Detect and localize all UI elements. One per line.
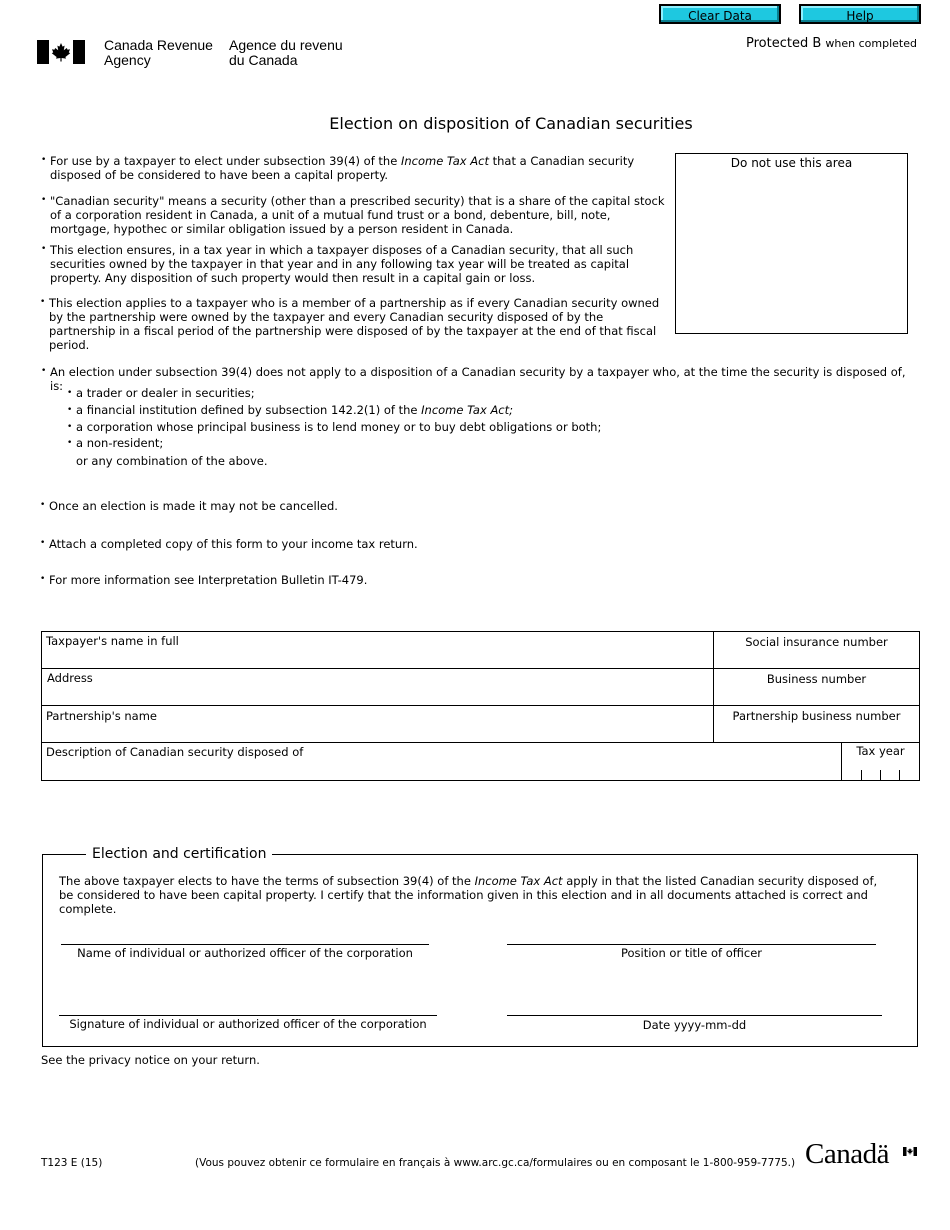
partnership-bn-label: Partnership business number	[732, 709, 901, 723]
address-label: Address	[47, 671, 93, 685]
agency-name-en: Canada Revenue Agency	[104, 37, 213, 68]
sub-bullet-tail: or any combination of the above.	[76, 454, 268, 468]
wordmark-flag-icon	[903, 1141, 917, 1150]
name-signature-line[interactable]	[61, 944, 429, 945]
clear-data-button[interactable]: Clear Data	[659, 4, 781, 24]
canada-wordmark	[805, 1138, 917, 1170]
canada-wordmark-text: Canadä	[805, 1138, 889, 1170]
business-number-input[interactable]	[722, 688, 912, 704]
identification-table	[41, 631, 920, 781]
sin-label: Social insurance number	[745, 635, 888, 649]
certification-statement: The above taxpayer elects to have the terms of subsection 39(4) of the Income Tax Act apply in that the listed Canadian security disposed of, be considered to have been capital property. I certify that the information given in this election and in all documents attached is correct and complete.	[59, 874, 878, 916]
taxpayer-name-cell	[41, 631, 714, 669]
bullet-4: • This election applies to a taxpayer who is a member of a partnership as if every Canadian security owned by the partnership were owned by the taxpayer and every Canadian security disposed of by the partnership in a fiscal period of the partnership were disposed of by the taxpayer at the end of that fiscal period.	[40, 296, 660, 352]
help-button[interactable]: Help	[799, 4, 921, 24]
canada-flag-icon	[37, 40, 85, 64]
position-label: Position or title of officer	[620, 946, 762, 960]
bullet-1: • For use by a taxpayer to elect under subsection 39(4) of the Income Tax Act that a Canadian security disposed of be considered to have been a capital property.	[41, 154, 635, 182]
form-id: T123 E (15)	[41, 1157, 103, 1169]
security-description-cell	[41, 742, 842, 781]
sin-input[interactable]	[722, 651, 912, 667]
business-number-label: Business number	[766, 672, 867, 686]
sin-cell	[713, 631, 920, 669]
bullet-3: • This election ensures, in a tax year in which a taxpayer disposes of a Canadian security, that all such securities owned by the taxpayer in that year and in any following tax year will be treated as capital property. Any disposition of such property would then result in a capital gain or loss.	[41, 243, 634, 285]
note-1: • Once an election is made it may not be cancelled.	[40, 499, 338, 513]
partnership-name-input[interactable]	[46, 725, 706, 741]
taxpayer-name-input[interactable]	[46, 650, 706, 666]
sub-bullet-2: • a financial institution defined by subsection 142.2(1) of the Income Tax Act;	[67, 403, 514, 417]
sub-bullet-1: • a trader or dealer in securities;	[67, 386, 255, 400]
partnership-name-cell	[41, 705, 714, 743]
bullet-2: • "Canadian security" means a security (other than a prescribed security) that is a share of the capital stock of a corporation resident in Canada, a unit of a mutual fund trust or a bond, debenture, bill, note, mortgage, hypothec or similar obligation issued by a person resident in Canada.	[41, 194, 665, 236]
tax-year-input[interactable]	[846, 761, 916, 775]
sub-bullet-3: • a corporation whose principal business is to lend money or to buy debt obligations or both;	[67, 420, 602, 434]
bullet-5: • An election under subsection 39(4) does not apply to a disposition of a Canadian security by a taxpayer who, at the time the security is disposed of, is:	[41, 365, 906, 393]
security-description-input[interactable]	[46, 762, 836, 778]
name-label: Name of individual or authorized officer of the corporation	[77, 946, 413, 960]
address-input[interactable]	[46, 687, 706, 703]
partnership-bn-input[interactable]	[722, 725, 912, 741]
security-description-label: Description of Canadian security disposed of	[46, 745, 304, 759]
note-3: • For more information see Interpretation Bulletin IT-479.	[40, 573, 368, 587]
date-line[interactable]	[507, 1015, 882, 1016]
certification-heading: Election and certification	[86, 845, 272, 863]
signature-label: Signature of individual or authorized officer of the corporation	[69, 1017, 427, 1031]
note-2: • Attach a completed copy of this form to your income tax return.	[40, 537, 418, 551]
sub-bullet-4: • a non-resident;	[67, 436, 164, 450]
partnership-bn-cell	[713, 705, 920, 743]
address-cell	[41, 668, 714, 706]
signature-line[interactable]	[59, 1015, 437, 1016]
tax-year-cell	[841, 742, 920, 781]
certification-section	[42, 846, 918, 1047]
business-number-cell	[713, 668, 920, 706]
agency-name-fr: Agence du revenu du Canada	[229, 37, 343, 68]
tax-year-label: Tax year	[856, 744, 905, 758]
taxpayer-name-label: Taxpayer's name in full	[46, 634, 179, 648]
protected-label: Protected B when completed	[746, 36, 917, 51]
privacy-notice: See the privacy notice on your return.	[41, 1053, 260, 1067]
position-line[interactable]	[507, 944, 876, 945]
do-not-use-area: Do not use this area	[675, 153, 908, 334]
partnership-name-label: Partnership's name	[46, 709, 157, 723]
date-label: Date yyyy-mm-dd	[642, 1018, 747, 1032]
page-title: Election on disposition of Canadian securities	[329, 114, 693, 133]
french-notice: (Vous pouvez obtenir ce formulaire en français à www.arc.gc.ca/formulaires ou en composant le 1-800-959-7775.)	[195, 1157, 796, 1169]
